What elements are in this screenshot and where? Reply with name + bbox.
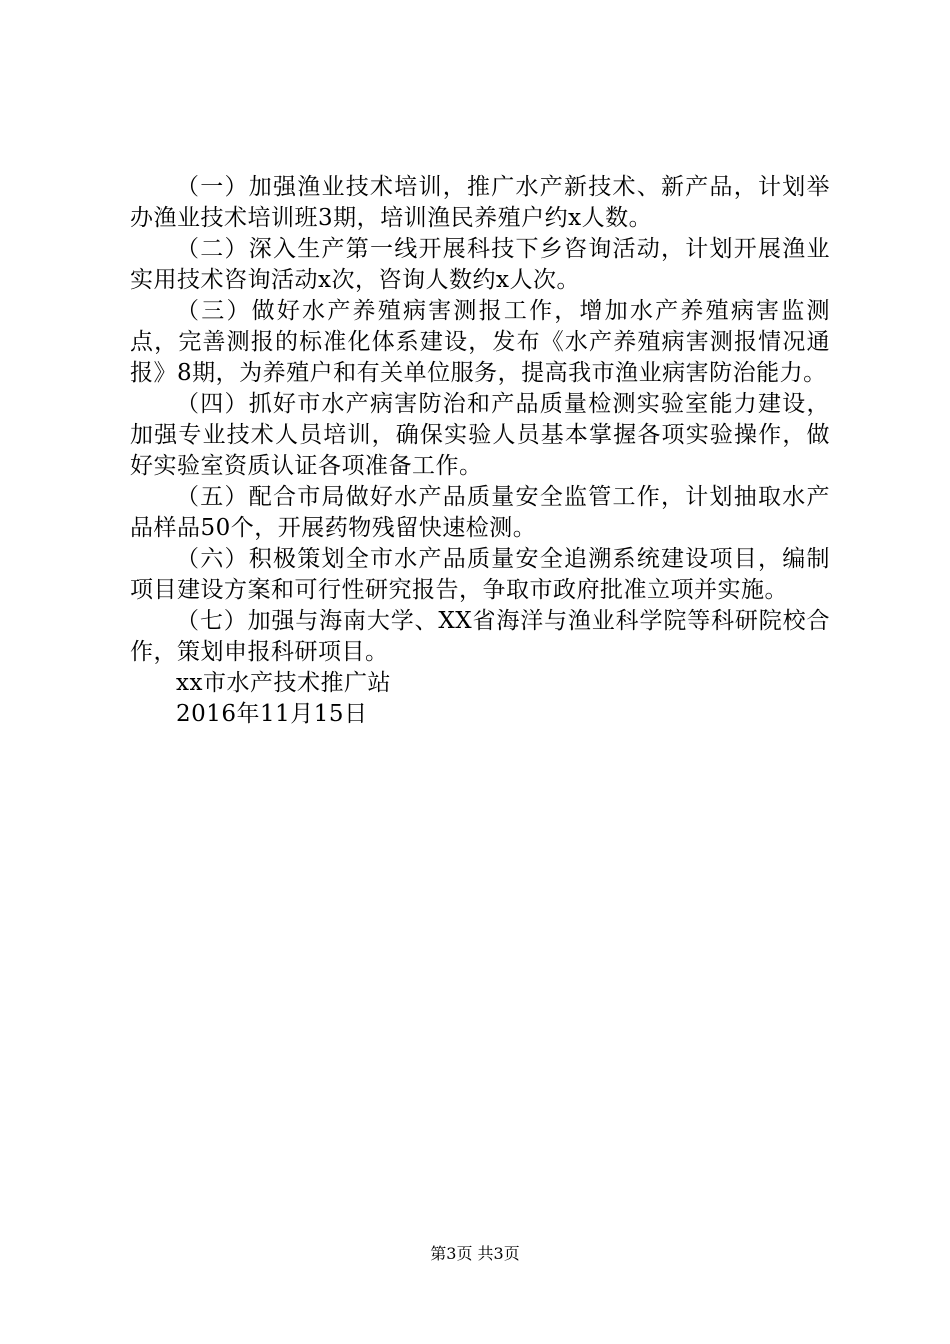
- paragraph-6: （六）积极策划全市水产品质量安全追溯系统建设项目，编制项目建设方案和可行性研究报告，争取市政府批准立项并实施。: [130, 546, 830, 603]
- paragraph-1: （一）加强渔业技术培训，推广水产新技术、新产品，计划举办渔业技术培训班3期，培训渔民养殖户约x人数。: [130, 174, 830, 231]
- paragraph-3: （三）做好水产养殖病害测报工作，增加水产养殖病害监测点，完善测报的标准化体系建设，发布《水产养殖病害测报情况通报》8期，为养殖户和有关单位服务，提高我市渔业病害防治能力。: [130, 298, 830, 386]
- page-number-footer: 第3页 共3页: [430, 1244, 520, 1263]
- signature-organization: xx市水产技术推广站: [176, 670, 391, 696]
- document-body: [130, 172, 830, 730]
- signature-date: 2016年11月15日: [176, 701, 368, 727]
- paragraph-4: （四）抓好市水产病害防治和产品质量检测实验室能力建设，加强专业技术人员培训，确保实验人员基本掌握各项实验操作，做好实验室资质认证各项准备工作。: [130, 391, 830, 479]
- paragraph-7: （七）加强与海南大学、XX省海洋与渔业科学院等科研院校合作，策划申报科研项目。: [130, 608, 830, 665]
- paragraph-2: （二）深入生产第一线开展科技下乡咨询活动，计划开展渔业实用技术咨询活动x次，咨询人数约x人次。: [130, 236, 830, 293]
- paragraph-5: （五）配合市局做好水产品质量安全监管工作，计划抽取水产品样品50个，开展药物残留快速检测。: [130, 484, 830, 541]
